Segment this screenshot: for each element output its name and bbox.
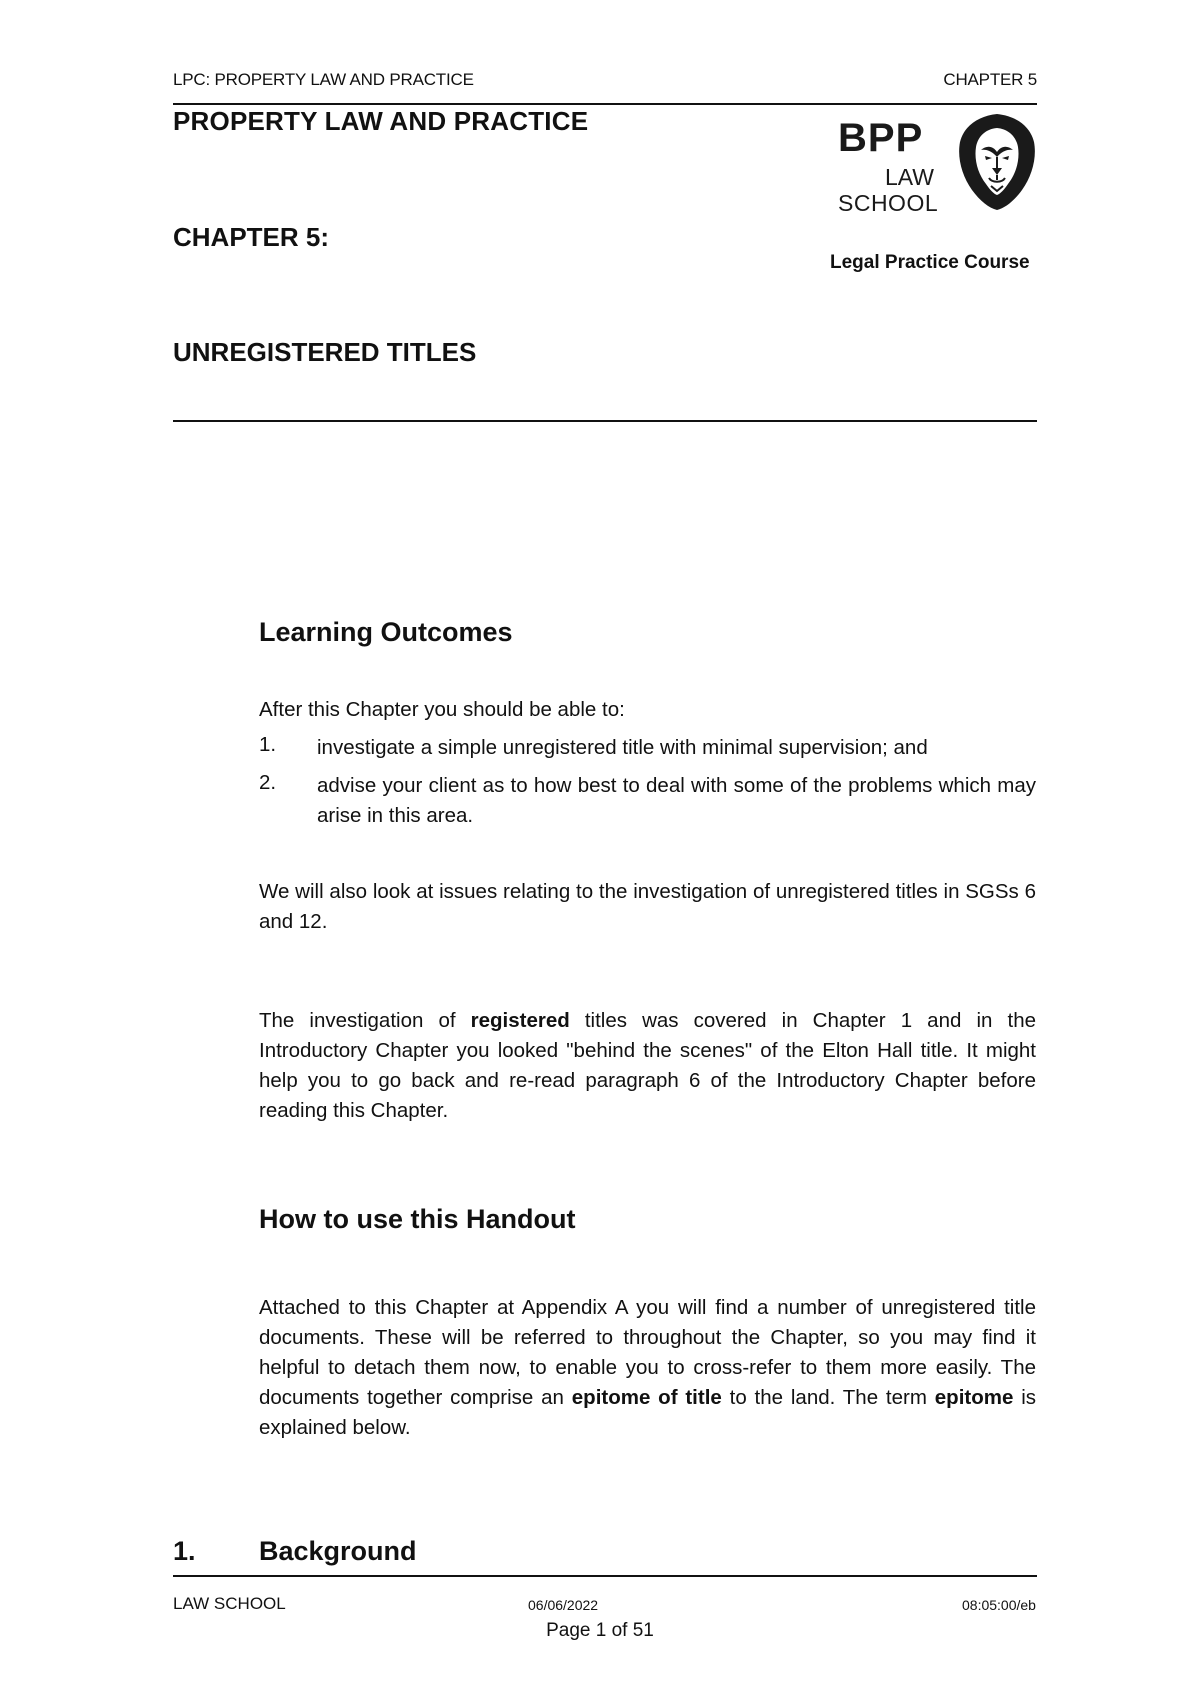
section-title: Background [259, 1536, 417, 1566]
paragraph-text: Attached to this Chapter at Appendix A you will find a number of unregistered title documents. These will be referred to throughout the Chapter, so you may find it helpful to detach them now, to enable you to cross-refer to them more easily. The documents together comprise an [259, 1296, 1036, 1409]
emphasis-registered: registered [470, 1009, 570, 1032]
outcome-item: investigate a simple unregistered title with minimal supervision; and [317, 736, 928, 759]
emphasis-epitome: epitome [934, 1386, 1014, 1409]
footer-date: 06/06/2022 [528, 1597, 599, 1613]
running-header-right: CHAPTER 5 [943, 70, 1037, 89]
running-header-left: LPC: PROPERTY LAW AND PRACTICE [173, 70, 474, 89]
logo-brand: BPP [838, 116, 924, 160]
paragraph-text: titles was covered in Chapter 1 and in the Introductory Chapter you looked "behind the scenes" of the Elton Hall title. It might help you to go back and re-read paragraph 6 of the Introductory Chapter before reading this Chapter. [259, 1009, 1036, 1122]
course-label: Legal Practice Course [830, 252, 1030, 273]
how-to-use-heading: How to use this Handout [259, 1204, 576, 1234]
section-number: 1. [173, 1536, 196, 1566]
paragraph-text: to the land. The term [721, 1386, 935, 1409]
paragraph-text: is explained below. [259, 1386, 1037, 1439]
chapter-number: CHAPTER 5: [173, 222, 330, 252]
page-title: PROPERTY LAW AND PRACTICE [173, 106, 589, 136]
lion-head-icon [956, 112, 1038, 212]
footer-left: LAW SCHOOL [173, 1594, 286, 1613]
chapter-title: UNREGISTERED TITLES [173, 337, 477, 367]
sgs-paragraph: We will also look at issues relating to the investigation of unregistered titles in SGSs 6 and 12. [259, 880, 1036, 933]
outcome-number: 2. [259, 771, 277, 794]
paragraph-text: The investigation of [259, 1009, 471, 1032]
footer-rule [173, 1575, 1037, 1577]
outcome-item: advise your client as to how best to deal with some of the problems which may arise in this area. [317, 774, 1036, 827]
how-to-use-paragraph [259, 1293, 1036, 1443]
title-rule [173, 420, 1037, 422]
logo-law: LAW [885, 164, 934, 190]
registered-titles-paragraph [259, 1006, 1036, 1126]
logo-school: SCHOOL [838, 190, 939, 216]
page-number: Page 1 of 51 [546, 1620, 654, 1641]
learning-outcomes-intro: After this Chapter you should be able to: [259, 698, 625, 721]
outcome-number: 1. [259, 733, 277, 756]
emphasis-epitome-of-title: epitome of title [571, 1386, 722, 1409]
header-rule [173, 103, 1037, 105]
footer-right: 08:05:00/eb [962, 1597, 1036, 1613]
learning-outcomes-heading: Learning Outcomes [259, 617, 513, 647]
bpp-law-school-logo [838, 112, 1038, 217]
